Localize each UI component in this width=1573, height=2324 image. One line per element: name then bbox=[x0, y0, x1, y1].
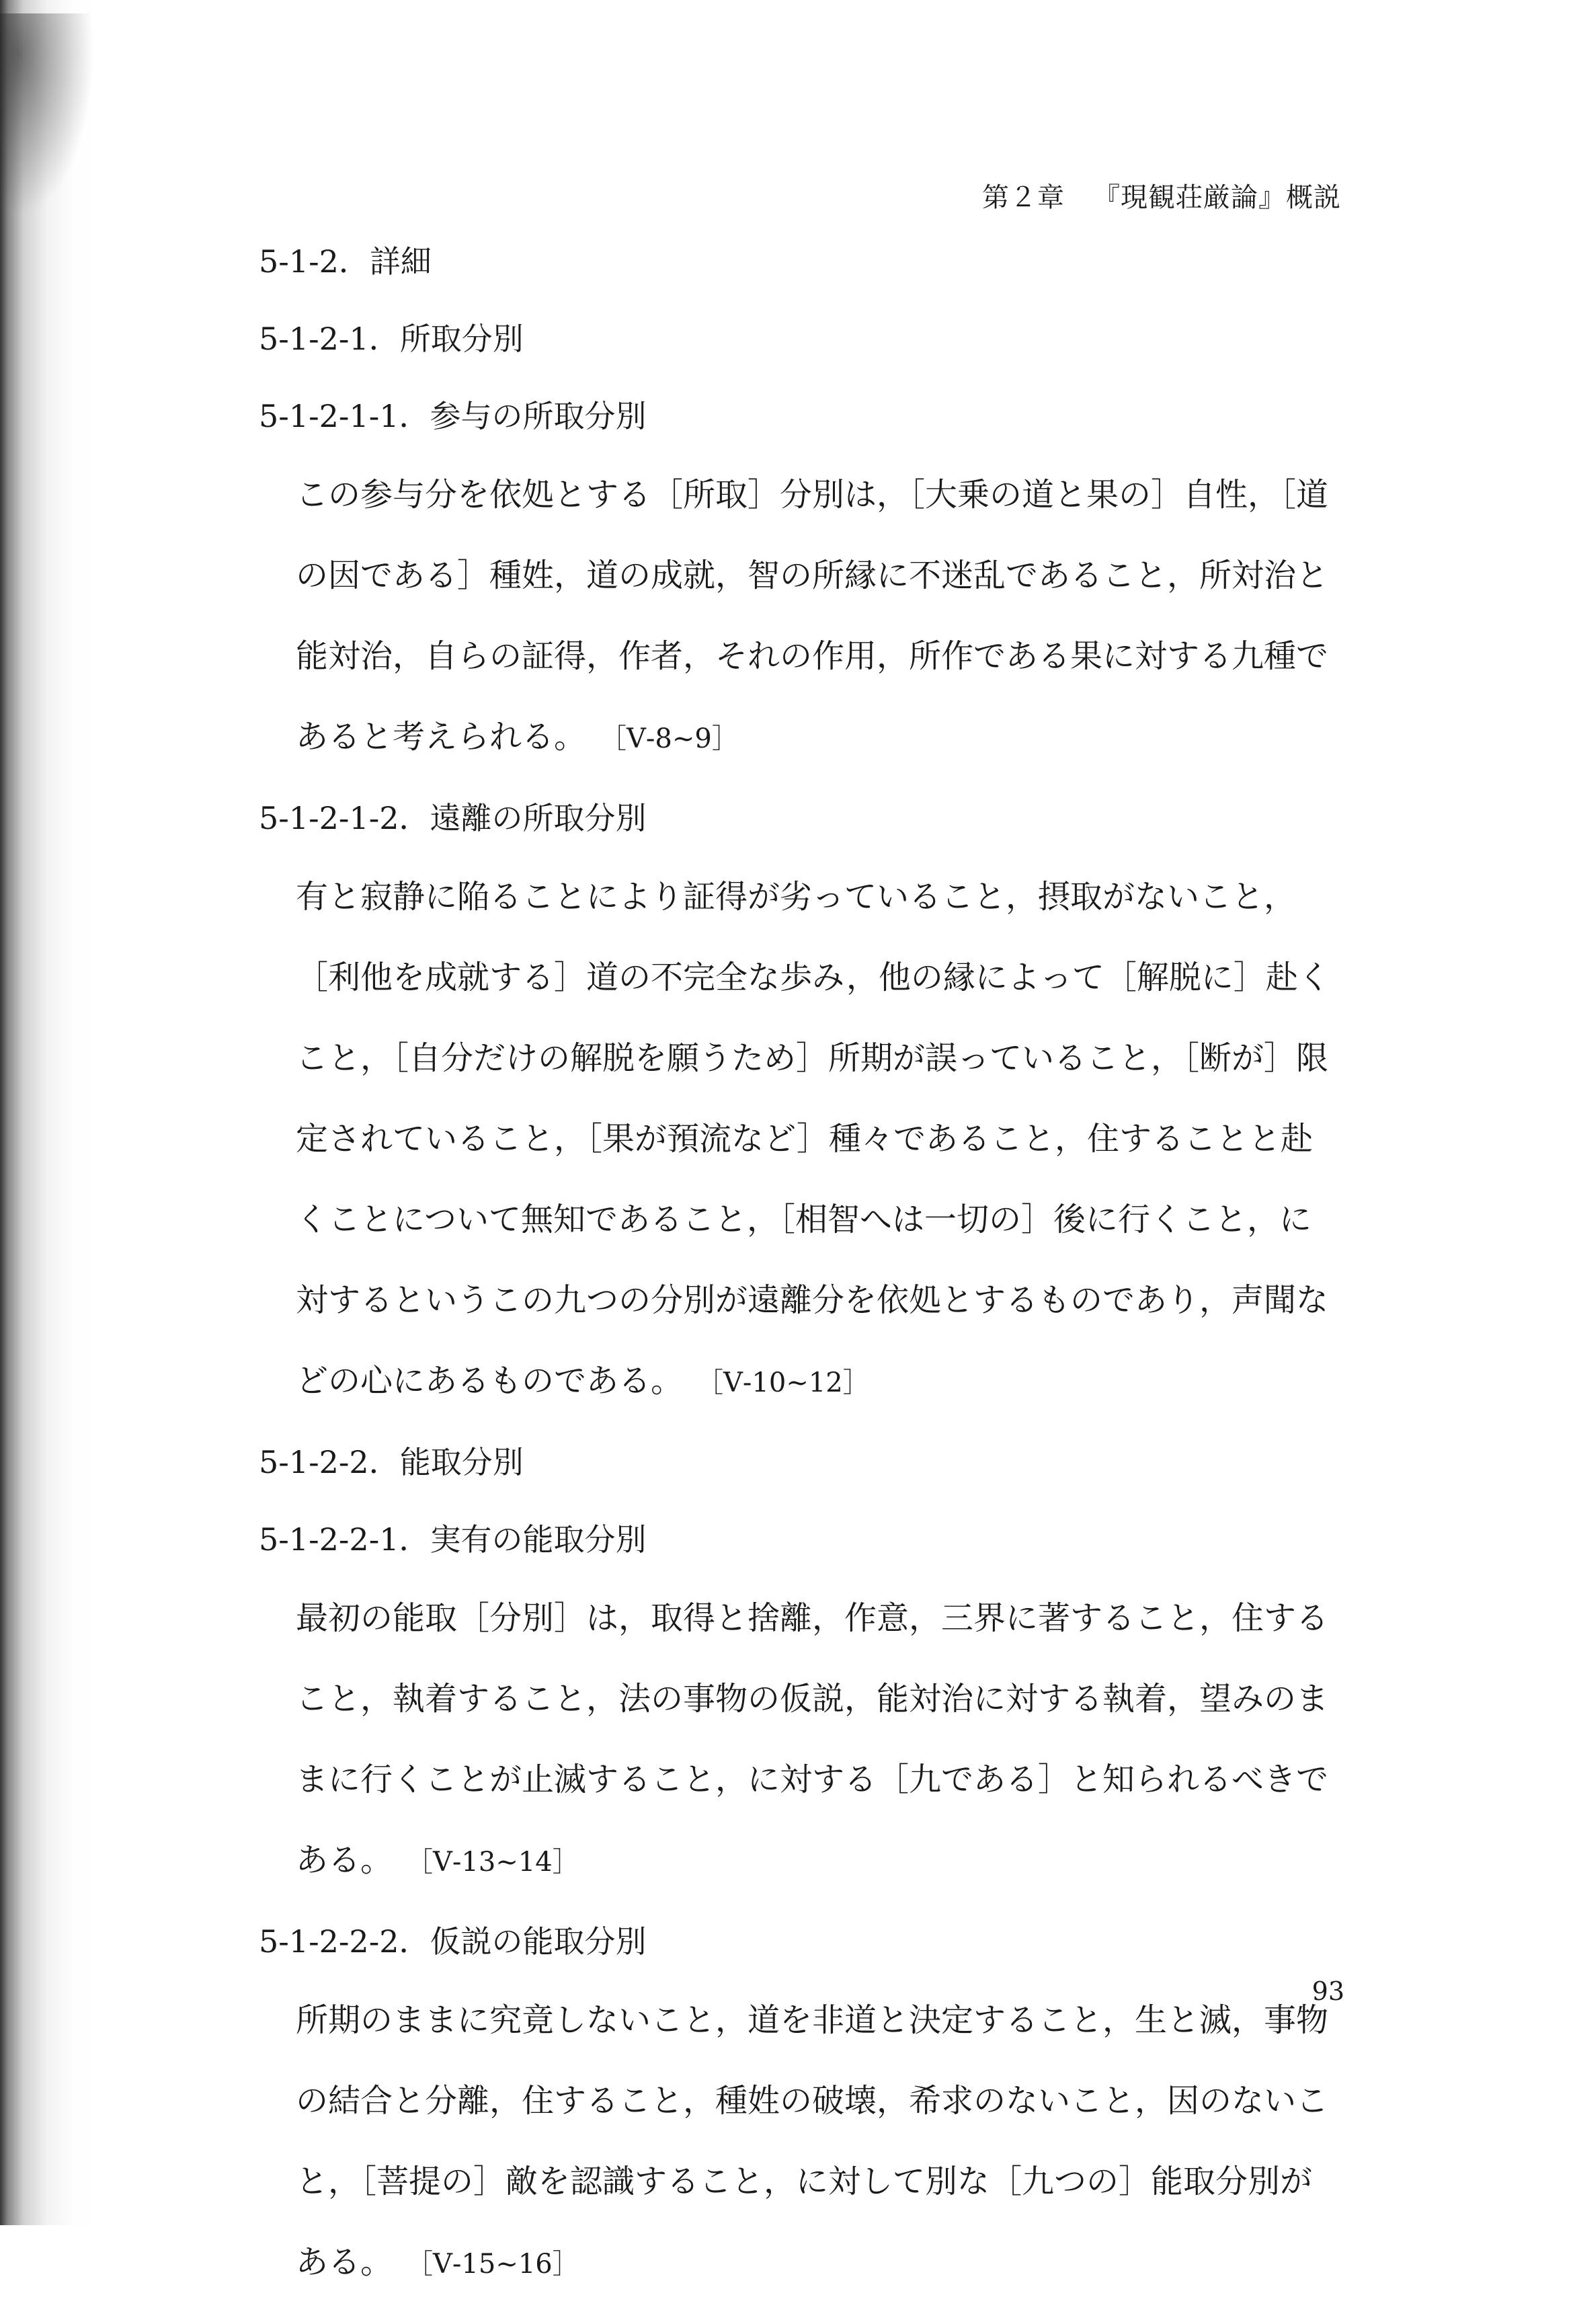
line-text: ある。 bbox=[296, 1841, 393, 1879]
paragraph-line bbox=[296, 1360, 1368, 1404]
line-text: 定されていること，［果が預流など］種々であること，住することと赴 bbox=[296, 1120, 1313, 1158]
paragraph-line bbox=[296, 876, 1368, 918]
line-text: ［利他を成就する］道の不完全な歩み，他の縁によって［解脱に］赴く bbox=[296, 959, 1330, 996]
paragraph-line bbox=[296, 1678, 1368, 1720]
scan-binding-shadow bbox=[0, 0, 101, 2225]
section-heading: 5-1-2-2．能取分別 bbox=[259, 1444, 524, 1480]
body-paragraph bbox=[296, 1999, 1368, 2286]
line-text: こと，［自分だけの解脱を願うため］所期が誤っていること，［断が］限 bbox=[296, 1039, 1329, 1077]
paragraph-line bbox=[296, 2241, 1368, 2286]
running-header bbox=[982, 176, 1341, 214]
page-body bbox=[259, 242, 1368, 2324]
paragraph-line bbox=[296, 555, 1368, 597]
line-text: 有と寂静に陥ることにより証得が劣っていること，摂取がないこと， bbox=[296, 878, 1297, 916]
chapter-title: 『現観荘厳論』概説 bbox=[1093, 182, 1341, 213]
page-number: 93 bbox=[1312, 1976, 1344, 2006]
paragraph-line bbox=[296, 1839, 1368, 1884]
scan-binding-smudge bbox=[0, 13, 94, 215]
line-text: この参与分を依処とする［所取］分別は，［大乗の道と果の］自性，［道 bbox=[296, 476, 1329, 514]
line-text: こと，執着すること，法の事物の仮説，能対治に対する執着，望みのま bbox=[296, 1680, 1329, 1718]
section-heading: 5-1-2-1．所取分別 bbox=[259, 321, 524, 357]
line-text: 所期のままに究竟しないこと，道を非道と決定すること，生と滅，事物 bbox=[296, 2001, 1329, 2039]
chapter-label: 第２章 bbox=[982, 182, 1065, 213]
line-text: どの心にあるものである。 bbox=[296, 1362, 684, 1400]
body-paragraph bbox=[296, 876, 1368, 1404]
paragraph-line bbox=[296, 1118, 1368, 1160]
verse-reference: ［Ⅴ-15~16］ bbox=[419, 2249, 579, 2280]
paragraph-line bbox=[296, 2161, 1368, 2203]
body-paragraph bbox=[296, 1597, 1368, 1884]
paragraph-line bbox=[296, 1999, 1368, 2042]
paragraph-line bbox=[296, 1597, 1368, 1640]
verse-reference: ［Ⅴ-10~12］ bbox=[710, 1367, 870, 1398]
paragraph-line bbox=[296, 1037, 1368, 1080]
line-text: の結合と分離，住すること，種姓の破壊，希求のないこと，因のないこ bbox=[296, 2082, 1329, 2120]
line-text: 最初の能取［分別］は，取得と捨離，作意，三界に著すること，住する bbox=[296, 1599, 1329, 1637]
section-heading: 5-1-2-1-1．参与の所取分別 bbox=[259, 398, 647, 434]
body-paragraph bbox=[296, 474, 1368, 760]
section-heading: 5-1-2-1-2．遠離の所取分別 bbox=[259, 800, 647, 836]
line-text: の因である］種姓，道の成就，智の所縁に不迷乱であること，所対治と bbox=[296, 557, 1329, 594]
section-heading: 5-1-2-2-1．実有の能取分別 bbox=[259, 1521, 647, 1558]
paragraph-line bbox=[296, 1199, 1368, 1241]
line-text: まに行くことが止滅すること，に対する［九である］と知られるべきで bbox=[296, 1761, 1329, 1798]
paragraph-line bbox=[296, 635, 1368, 678]
paragraph-line bbox=[296, 474, 1368, 516]
verse-reference: ［Ⅴ-13~14］ bbox=[419, 1847, 579, 1878]
line-text: と，［菩提の］敵を認識すること，に対して別な［九つの］能取分別が bbox=[296, 2163, 1313, 2200]
line-text: くことについて無知であること，［相智へは一切の］後に行くこと，に bbox=[296, 1201, 1312, 1238]
paragraph-line bbox=[296, 2080, 1368, 2122]
paragraph-line bbox=[296, 716, 1368, 760]
line-text: あると考えられる。 bbox=[296, 718, 587, 756]
paragraph-line bbox=[296, 957, 1368, 999]
verse-reference: ［Ⅴ-8~9］ bbox=[613, 723, 739, 754]
line-text: 能対治，自らの証得，作者，それの作用，所作である果に対する九種で bbox=[296, 637, 1329, 675]
paragraph-line bbox=[296, 1279, 1368, 1322]
paragraph-line bbox=[296, 1759, 1368, 1801]
section-heading: 5-1-2-2-2．仮説の能取分別 bbox=[259, 1923, 647, 1960]
line-text: 対するというこの九つの分別が遠離分を依処とするものであり，声聞な bbox=[296, 1281, 1329, 1319]
section-heading: 5-1-2．詳細 bbox=[259, 243, 432, 280]
line-text: ある。 bbox=[296, 2243, 393, 2281]
